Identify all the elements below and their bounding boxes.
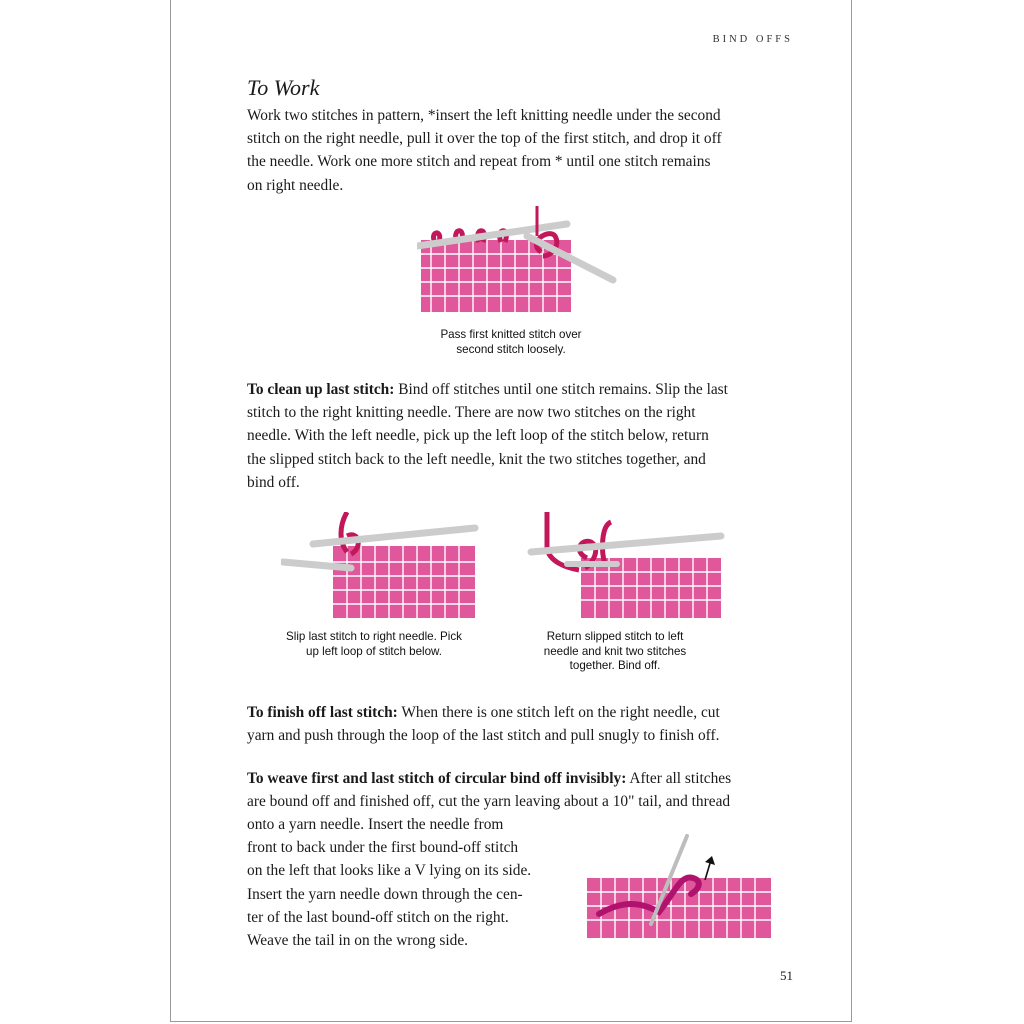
paragraph-line <box>247 701 797 724</box>
weave-heading: To weave first and last stitch of circular bind off invisibly: <box>247 770 627 787</box>
right-needle <box>313 528 475 544</box>
paragraph-line: Work two stitches in pattern, *insert the left knitting needle under the second <box>247 107 721 124</box>
paragraph-line: Weave the tail in on the wrong side. <box>247 932 469 950</box>
paragraph-line: on right needle. <box>247 176 344 194</box>
left-needle <box>531 536 721 552</box>
figure-slip-last-stitch <box>281 512 481 622</box>
running-head: BIND OFFS <box>712 34 793 45</box>
figure-pass-stitch-over <box>417 206 617 316</box>
paragraph-line <box>247 378 797 401</box>
caption-line: Pass first knitted stitch over <box>440 328 582 341</box>
paragraph-line: yarn and push through the loop of the last stitch and pull snugly to finish off. <box>247 727 720 745</box>
paragraph-line: stitch to the right knitting needle. There are now two stitches on the right <box>247 404 696 422</box>
finish-off-paragraph <box>247 701 797 747</box>
paragraph-line: bind off. <box>247 473 300 491</box>
figure-1-caption <box>421 328 601 357</box>
clean-up-heading: To clean up last stitch: <box>247 381 395 398</box>
paragraph-text: After all stitches <box>626 770 732 787</box>
paragraph-text: Bind off stitches until one stitch remains. Slip the last <box>394 381 728 398</box>
caption-line: Return slipped stitch to left <box>546 630 684 643</box>
paragraph-line <box>247 767 797 790</box>
paragraph-line: on the left that looks like a V lying on its side. <box>247 862 532 880</box>
paragraph-text: When there is one stitch left on the right needle, cut <box>397 704 720 721</box>
paragraph-line: are bound off and finished off, cut the yarn leaving about a 10" tail, and thread <box>247 793 731 811</box>
figure-3-caption <box>525 630 705 674</box>
figure-weave-invisibly <box>583 834 775 940</box>
caption-line: Slip last stitch to right needle. Pick <box>286 630 462 643</box>
paragraph-line: the slipped stitch back to the left needle, knit the two stitches together, and <box>247 450 706 468</box>
paragraph-line: front to back under the first bound-off stitch <box>247 839 519 857</box>
weave-paragraph <box>247 767 797 813</box>
paragraph-line: stitch on the right needle, pull it over the top of the first stitch, and drop it off <box>247 130 722 148</box>
knitted-fabric <box>333 546 475 618</box>
book-page <box>170 0 852 1022</box>
caption-line: up left loop of stitch below. <box>306 644 442 658</box>
weave-paragraph-continued <box>247 813 553 952</box>
caption-line: second stitch loosely. <box>456 342 566 356</box>
finish-heading: To finish off last stitch: <box>247 704 398 721</box>
paragraph-line: needle. With the left needle, pick up the left loop of the stitch below, return <box>247 427 709 445</box>
section-title: To Work <box>247 75 320 100</box>
caption-line: together. Bind off. <box>569 659 661 672</box>
paragraph-line: the needle. Work one more stitch and repeat from * until one stitch remains <box>247 153 711 171</box>
clean-up-paragraph <box>247 378 797 494</box>
paragraph-line: onto a yarn needle. Insert the needle from <box>247 816 504 833</box>
figure-return-slipped-stitch <box>527 512 727 622</box>
paragraph-line: Insert the yarn needle down through the cen- <box>247 885 523 903</box>
figure-2-caption <box>279 630 469 659</box>
to-work-paragraph <box>247 104 797 197</box>
page-number: 51 <box>780 968 793 983</box>
paragraph-line: ter of the last bound-off stitch on the right. <box>247 908 509 926</box>
caption-line: needle and knit two stitches <box>543 644 687 658</box>
